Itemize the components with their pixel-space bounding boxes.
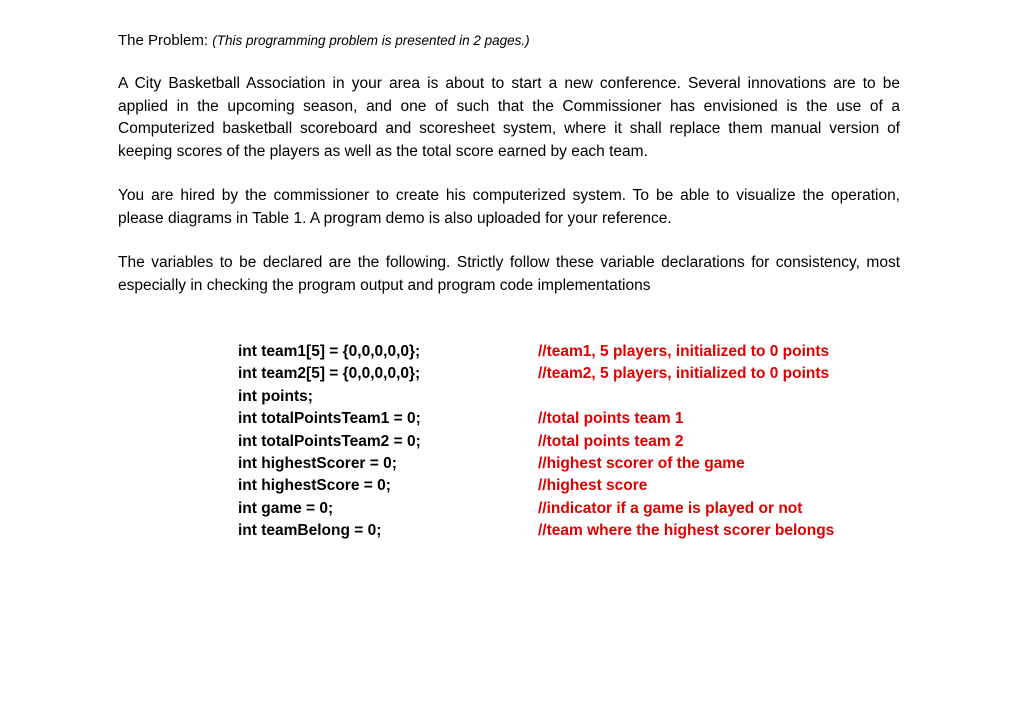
declaration-row xyxy=(238,363,878,385)
declaration-comment: //team where the highest scorer belongs xyxy=(538,522,835,540)
declaration-code: int game = 0; xyxy=(238,499,334,517)
declaration-comment: //total points team 2 xyxy=(538,432,684,450)
declaration-comment: //team2, 5 players, initialized to 0 points xyxy=(538,365,830,383)
declaration-code: int totalPointsTeam1 = 0; xyxy=(238,410,421,428)
declaration-code: int highestScore = 0; xyxy=(238,477,391,495)
declaration-code: int teamBelong = 0; xyxy=(238,522,382,540)
declaration-comment: //indicator if a game is played or not xyxy=(538,499,803,517)
declaration-row xyxy=(238,475,878,497)
intro-paragraph: A City Basketball Association in your area is about to start a new conference. Several innovations are to be applied in the upcoming season, and one of such that the Commissioner has envisioned is the use of a Computerized basketball scoreboard and scoresheet system, where it shall replace them manual version of keeping scores of the players as well as the total score earned by each team. xyxy=(118,75,900,160)
declaration-comment: //team1, 5 players, initialized to 0 points xyxy=(538,343,830,360)
declaration-code: int team2[5] = {0,0,0,0,0}; xyxy=(238,365,421,383)
declaration-code: int highestScorer = 0; xyxy=(238,454,397,472)
declaration-row xyxy=(238,431,878,453)
declaration-code: int points; xyxy=(238,387,313,405)
problem-heading xyxy=(118,30,900,52)
declaration-comment: //highest scorer of the game xyxy=(538,454,745,472)
declaration-code: int totalPointsTeam2 = 0; xyxy=(238,432,421,450)
heading-note: (This programming problem is presented in 2 pages.) xyxy=(212,33,530,48)
declaration-code: int team1[5] = {0,0,0,0,0}; xyxy=(238,343,421,360)
declaration-row xyxy=(238,408,878,430)
document-page xyxy=(118,30,900,297)
variable-declarations xyxy=(238,341,878,543)
variables-paragraph: The variables to be declared are the following. Strictly follow these variable declarations for consistency, most especially in checking the program output and program code implementations xyxy=(118,254,900,294)
declaration-row xyxy=(238,520,878,542)
task-paragraph: You are hired by the commissioner to create his computerized system. To be able to visualize the operation, please diagrams in Table 1. A program demo is also uploaded for your reference. xyxy=(118,187,900,227)
heading-title: The Problem: xyxy=(118,32,213,49)
declaration-row xyxy=(238,453,878,475)
declaration-row xyxy=(238,341,878,363)
declaration-row xyxy=(238,498,878,520)
declaration-row xyxy=(238,386,878,408)
declaration-comment: //total points team 1 xyxy=(538,410,684,428)
declaration-comment: //highest score xyxy=(538,477,648,495)
